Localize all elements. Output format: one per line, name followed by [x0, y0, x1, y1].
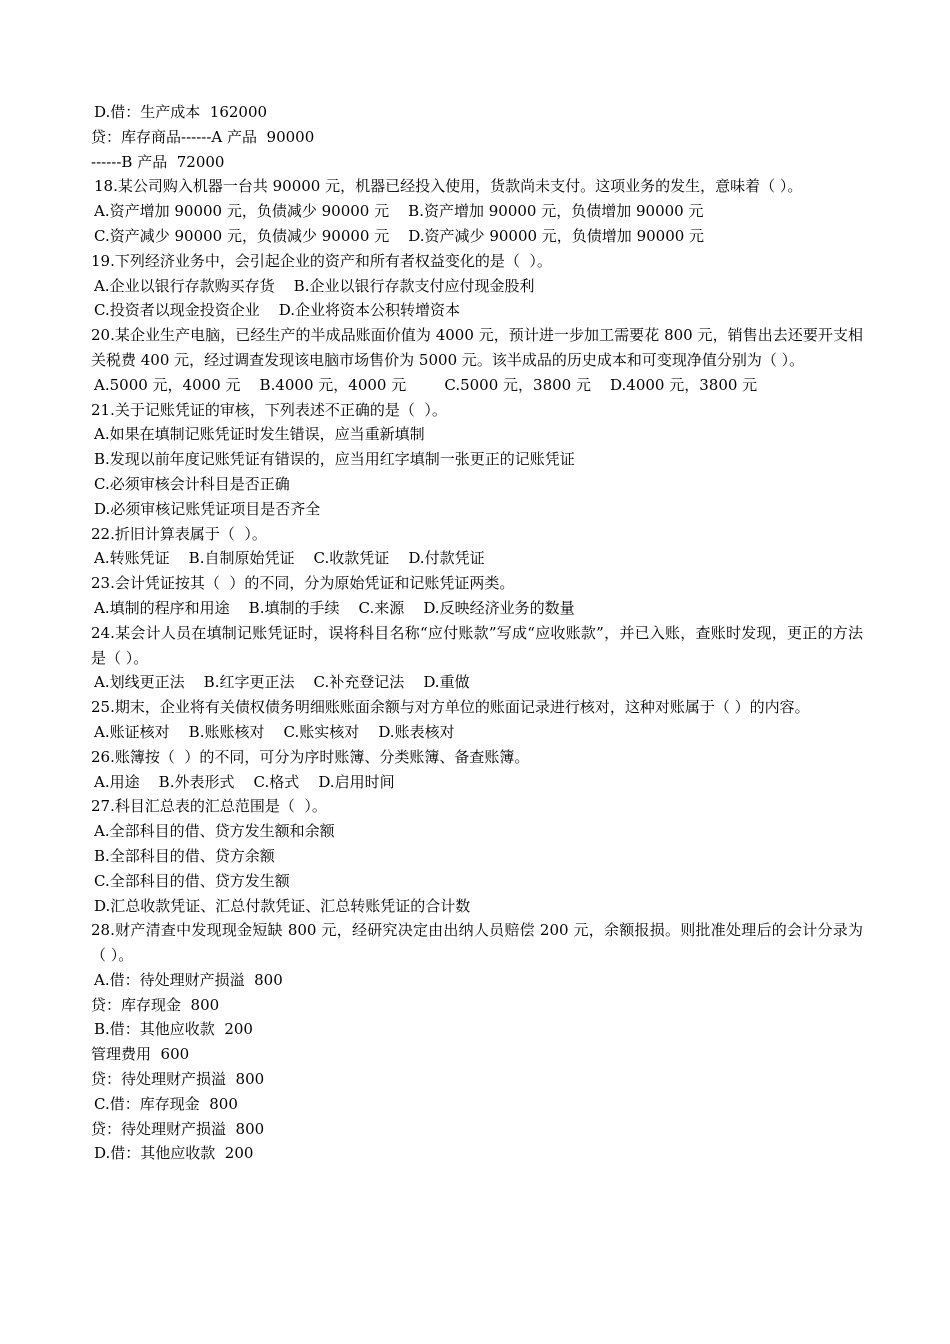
option-line: B.借：其他应收款 200 [94, 1020, 253, 1039]
option-line: A.5000 元，4000 元 B.4000 元，4000 元 C.5000 元，3800 元 D.4000 元，3800 元 [94, 375, 758, 394]
option-line: A.填制的程序和用途 B.填制的手续 C.来源 D.反映经济业务的数量 [94, 598, 575, 617]
question-25: 25.期末，企业将有关债权债务明细账账面余额与对方单位的账面记录进行核对，这种对账属于（ ）的内容。 [91, 698, 810, 717]
option-line: A.资产增加 90000 元，负债减少 90000 元 B.资产增加 90000 元，负债增加 90000 元 [94, 202, 704, 221]
option-line: A.用途 B.外表形式 C.格式 D.启用时间 [94, 772, 395, 791]
text-line: D.借：生产成本 162000 [94, 103, 268, 121]
option-line: C.资产减少 90000 元，负债减少 90000 元 D.资产减少 90000 元，负债增加 90000 元 [94, 226, 705, 245]
option-line: A.划线更正法 B.红字更正法 C.补充登记法 D.重做 [94, 673, 470, 692]
option-line: D.必须审核记账凭证项目是否齐全 [94, 499, 321, 518]
question-26: 26.账簿按（ ）的不同，可分为序时账簿、分类账簿、备查账簿。 [91, 747, 530, 766]
question-22: 22.折旧计算表属于（ ）。 [91, 524, 267, 543]
option-line: A.全部科目的借、贷方发生额和余额 [94, 822, 335, 841]
question-28: 28.财产清查中发现现金短缺 800 元，经研究决定由出纳人员赔偿 200 元，余额报损。则批准处理后的会计分录为（ ）。 [91, 921, 863, 965]
option-line: D.借：其他应收款 200 [94, 1144, 254, 1163]
option-line: A.账证核对 B.账账核对 C.账实核对 D.账表核对 [94, 722, 455, 741]
question-27: 27.科目汇总表的汇总范围是（ ）。 [91, 797, 327, 816]
text-line: 贷：库存商品------A 产品 90000 [91, 127, 315, 146]
option-line: D.汇总收款凭证、汇总付款凭证、汇总转账凭证的合计数 [94, 896, 471, 915]
document-body [91, 100, 863, 1166]
question-23: 23.会计凭证按其（ ）的不同，分为原始凭证和记账凭证两类。 [91, 574, 515, 593]
option-line: C.借：库存现金 800 [94, 1094, 238, 1113]
option-line: A.借：待处理财产损溢 800 [94, 970, 283, 989]
text-line: ------B 产品 72000 [91, 152, 225, 171]
option-line: C.全部科目的借、贷方发生额 [94, 871, 290, 890]
option-line: B.全部科目的借、贷方余额 [94, 846, 275, 865]
text-line: 贷：待处理财产损溢 800 [91, 1119, 265, 1138]
text-line: 管理费用 600 [91, 1045, 190, 1064]
text-line: 贷：待处理财产损溢 800 [91, 1070, 265, 1089]
option-line: C.投资者以现金投资企业 D.企业将资本公积转增资本 [94, 301, 461, 320]
question-18: 18.某公司购入机器一台共 90000 元，机器已经投入使用，货款尚未支付。这项业务的发生，意味着（ ）。 [94, 177, 803, 196]
text-line: 贷：库存现金 800 [91, 995, 220, 1014]
option-line: B.发现以前年度记账凭证有错误的，应当用红字填制一张更正的记账凭证 [94, 450, 575, 469]
question-24: 24.某会计人员在填制记账凭证时，误将科目名称“应付账款”写成“应收账款”，并已入账，查账时发现，更正的方法是（ ）。 [91, 623, 863, 667]
option-line: C.必须审核会计科目是否正确 [94, 474, 290, 493]
option-line: A.企业以银行存款购买存货 B.企业以银行存款支付应付现金股利 [94, 276, 535, 295]
question-21: 21.关于记账凭证的审核，下列表述不正确的是（ ）。 [91, 400, 447, 419]
question-19: 19.下列经济业务中，会引起企业的资产和所有者权益变化的是（ ）。 [91, 251, 552, 270]
option-line: A.转账凭证 B.自制原始凭证 C.收款凭证 D.付款凭证 [94, 549, 485, 568]
question-20: 20.某企业生产电脑，已经生产的半成品账面价值为 4000 元，预计进一步加工需要花 800 元，销售出去还要开支相关税费 400 元，经过调查发现该电脑市场售价为 5000 元。该半成品的历史成本和可变现净值分别为（ ）。 [91, 326, 863, 369]
option-line: A.如果在填制记账凭证时发生错误，应当重新填制 [94, 425, 425, 444]
